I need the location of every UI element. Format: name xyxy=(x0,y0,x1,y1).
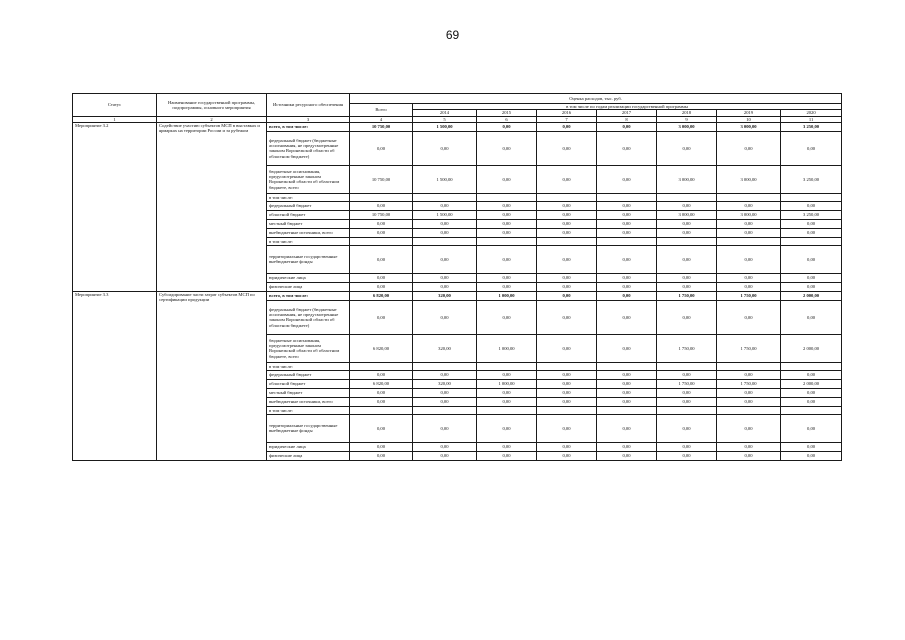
year-value: 1 750,00 xyxy=(717,379,781,388)
year-value: 0,00 xyxy=(597,165,657,193)
year-value: 0,00 xyxy=(657,388,717,397)
year-value: 0,00 xyxy=(477,442,537,451)
year-value xyxy=(537,193,597,201)
year-value: 0,00 xyxy=(657,414,717,442)
column-number: 1 xyxy=(73,116,157,122)
year-value: 0,00 xyxy=(781,245,842,273)
year-value: 0,00 xyxy=(537,388,597,397)
total-value: 0,00 xyxy=(350,300,413,334)
year-value: 1 000,00 xyxy=(477,291,537,300)
year-value: 0,00 xyxy=(477,122,537,131)
year-value: 1 500,00 xyxy=(413,122,477,131)
year-value: 0,00 xyxy=(537,334,597,362)
year-value: 0,00 xyxy=(597,245,657,273)
total-value: 0,00 xyxy=(350,414,413,442)
year-value: 3 000,00 xyxy=(717,210,781,219)
year-value xyxy=(537,406,597,414)
year-value: 0,00 xyxy=(597,122,657,131)
year-value: 3 000,00 xyxy=(657,165,717,193)
year-value: 1 000,00 xyxy=(477,379,537,388)
year-value: 0,00 xyxy=(597,201,657,210)
year-value xyxy=(717,362,781,370)
year-value: 0,00 xyxy=(657,228,717,237)
year-value: 0,00 xyxy=(537,210,597,219)
year-value: 0,00 xyxy=(477,388,537,397)
year-value: 0,00 xyxy=(657,131,717,165)
year-value: 0,00 xyxy=(537,273,597,282)
year-value: 0,00 xyxy=(717,397,781,406)
funding-source: бюджетные ассигнования, предусмотренные законом Воронежской области об областном бюджете, всего xyxy=(267,165,350,193)
header-year: 2019 xyxy=(717,110,781,116)
year-value: 320,00 xyxy=(413,291,477,300)
year-value: 0,00 xyxy=(597,379,657,388)
funding-source: местный бюджет xyxy=(267,388,350,397)
year-value: 0,00 xyxy=(477,165,537,193)
year-value: 0,00 xyxy=(781,442,842,451)
funding-source: юридические лица xyxy=(267,442,350,451)
year-value: 0,00 xyxy=(413,282,477,291)
total-value: 0,00 xyxy=(350,397,413,406)
funding-source: федеральный бюджет (бюджетные ассигнования, не предусмотренные законом Воронежской области об областном бюджете) xyxy=(267,131,350,165)
year-value: 0,00 xyxy=(717,300,781,334)
year-value xyxy=(537,237,597,245)
year-value: 0,00 xyxy=(657,219,717,228)
year-value: 0,00 xyxy=(477,273,537,282)
table-body xyxy=(73,122,842,460)
year-value xyxy=(657,362,717,370)
measure-status: Мероприятие 3.3 xyxy=(73,291,157,460)
year-value xyxy=(477,362,537,370)
year-value: 0,00 xyxy=(781,131,842,165)
year-value: 1 750,00 xyxy=(657,291,717,300)
year-value xyxy=(597,237,657,245)
year-value: 0,00 xyxy=(477,131,537,165)
year-value: 0,00 xyxy=(537,201,597,210)
header-funding: Оценка расходов, тыс. руб. xyxy=(350,94,842,104)
year-value: 0,00 xyxy=(477,370,537,379)
year-value: 0,00 xyxy=(597,397,657,406)
year-value: 0,00 xyxy=(717,370,781,379)
year-value: 0,00 xyxy=(717,282,781,291)
header-total: Всего xyxy=(350,104,413,117)
year-value: 0,00 xyxy=(413,245,477,273)
year-value: 0,00 xyxy=(537,414,597,442)
year-value: 0,00 xyxy=(477,414,537,442)
year-value: 0,00 xyxy=(597,414,657,442)
year-value: 0,00 xyxy=(597,291,657,300)
measure-name: Содействие участию субъектов МСП в выставках и ярмарках на территории России и за рубежом xyxy=(157,122,267,291)
year-value xyxy=(413,237,477,245)
measure-status: Мероприятие 3.2 xyxy=(73,122,157,291)
year-value xyxy=(477,406,537,414)
total-value: 0,00 xyxy=(350,131,413,165)
year-value: 0,00 xyxy=(597,282,657,291)
total-value: 6 820,00 xyxy=(350,379,413,388)
year-value: 0,00 xyxy=(413,414,477,442)
year-value: 0,00 xyxy=(597,370,657,379)
funding-source: в том числе: xyxy=(267,237,350,245)
year-value: 0,00 xyxy=(597,300,657,334)
header-source: Источники ресурсного обеспечения xyxy=(267,94,350,117)
year-value: 0,00 xyxy=(537,397,597,406)
funding-source: территориальные государственные внебюджетные фонды xyxy=(267,245,350,273)
measure-name: Субсидирование части затрат субъектов МСП по сертификации продукции xyxy=(157,291,267,460)
funding-source: внебюджетные источники, всего xyxy=(267,397,350,406)
year-value: 3 250,00 xyxy=(781,210,842,219)
year-value xyxy=(413,406,477,414)
year-value: 0,00 xyxy=(657,245,717,273)
year-value: 0,00 xyxy=(537,442,597,451)
funding-source: в том числе: xyxy=(267,362,350,370)
year-value xyxy=(781,362,842,370)
year-value xyxy=(597,193,657,201)
year-value: 0,00 xyxy=(477,201,537,210)
year-value: 1 750,00 xyxy=(717,291,781,300)
year-value: 0,00 xyxy=(477,282,537,291)
year-value: 0,00 xyxy=(781,397,842,406)
header-year: 2014 xyxy=(413,110,477,116)
total-value: 0,00 xyxy=(350,228,413,237)
year-value: 0,00 xyxy=(537,228,597,237)
year-value: 0,00 xyxy=(537,219,597,228)
year-value xyxy=(781,193,842,201)
header-year: 2020 xyxy=(781,110,842,116)
header-by-years: в том числе по годам реализации государственной программы xyxy=(413,104,842,110)
year-value: 0,00 xyxy=(413,388,477,397)
funding-source: областной бюджет xyxy=(267,379,350,388)
column-number: 8 xyxy=(597,116,657,122)
column-number: 4 xyxy=(350,116,413,122)
total-value xyxy=(350,406,413,414)
year-value: 0,00 xyxy=(537,245,597,273)
total-value: 6 820,00 xyxy=(350,291,413,300)
total-value: 10 750,00 xyxy=(350,122,413,131)
year-value: 1 750,00 xyxy=(717,334,781,362)
year-value: 3 000,00 xyxy=(657,210,717,219)
year-value: 0,00 xyxy=(477,219,537,228)
year-value xyxy=(477,193,537,201)
year-value: 0,00 xyxy=(657,282,717,291)
year-value: 0,00 xyxy=(657,370,717,379)
year-value: 0,00 xyxy=(477,210,537,219)
funding-source: физические лица xyxy=(267,282,350,291)
total-value: 0,00 xyxy=(350,219,413,228)
year-value: 0,00 xyxy=(717,273,781,282)
funding-source: юридические лица xyxy=(267,273,350,282)
table-header xyxy=(73,94,842,123)
total-value: 0,00 xyxy=(350,245,413,273)
year-value: 0,00 xyxy=(717,414,781,442)
year-value: 0,00 xyxy=(597,334,657,362)
year-value: 0,00 xyxy=(477,245,537,273)
column-number: 10 xyxy=(717,116,781,122)
year-value: 1 750,00 xyxy=(657,334,717,362)
total-value xyxy=(350,193,413,201)
year-value: 0,00 xyxy=(413,397,477,406)
year-value: 0,00 xyxy=(413,219,477,228)
year-value: 0,00 xyxy=(781,219,842,228)
year-value: 2 000,00 xyxy=(781,291,842,300)
total-value: 0,00 xyxy=(350,388,413,397)
total-value xyxy=(350,362,413,370)
year-value: 0,00 xyxy=(597,388,657,397)
total-value: 0,00 xyxy=(350,370,413,379)
total-value: 0,00 xyxy=(350,451,413,460)
budget-table xyxy=(72,93,842,461)
year-value: 0,00 xyxy=(537,282,597,291)
year-value: 0,00 xyxy=(597,451,657,460)
total-value: 10 750,00 xyxy=(350,210,413,219)
year-value: 0,00 xyxy=(717,219,781,228)
year-value xyxy=(413,193,477,201)
year-value: 0,00 xyxy=(477,300,537,334)
header-year: 2015 xyxy=(477,110,537,116)
year-value: 0,00 xyxy=(413,273,477,282)
year-value: 0,00 xyxy=(781,201,842,210)
year-value: 0,00 xyxy=(537,370,597,379)
funding-source: областной бюджет xyxy=(267,210,350,219)
year-value xyxy=(717,406,781,414)
year-value: 2 000,00 xyxy=(781,379,842,388)
funding-source: бюджетные ассигнования, предусмотренные законом Воронежской области об областном бюджете, всего xyxy=(267,334,350,362)
header-year: 2017 xyxy=(597,110,657,116)
year-value: 0,00 xyxy=(477,228,537,237)
year-value xyxy=(657,237,717,245)
funding-source: территориальные государственные внебюджетные фонды xyxy=(267,414,350,442)
year-value: 320,00 xyxy=(413,334,477,362)
year-value: 0,00 xyxy=(657,201,717,210)
year-value: 3 000,00 xyxy=(717,122,781,131)
total-value: 6 820,00 xyxy=(350,334,413,362)
year-value: 1 000,00 xyxy=(477,334,537,362)
column-number: 3 xyxy=(267,116,350,122)
year-value: 0,00 xyxy=(537,379,597,388)
year-value: 2 000,00 xyxy=(781,334,842,362)
year-value xyxy=(657,406,717,414)
year-value: 0,00 xyxy=(537,451,597,460)
funding-source: внебюджетные источники, всего xyxy=(267,228,350,237)
year-value: 0,00 xyxy=(597,219,657,228)
funding-source: в том числе: xyxy=(267,193,350,201)
year-value: 0,00 xyxy=(537,165,597,193)
total-value: 10 750,00 xyxy=(350,165,413,193)
funding-source: федеральный бюджет xyxy=(267,201,350,210)
year-value: 0,00 xyxy=(657,451,717,460)
year-value: 320,00 xyxy=(413,379,477,388)
year-value: 0,00 xyxy=(477,451,537,460)
year-value: 0,00 xyxy=(413,201,477,210)
year-value: 1 500,00 xyxy=(413,165,477,193)
column-number: 5 xyxy=(413,116,477,122)
year-value: 0,00 xyxy=(781,370,842,379)
year-value: 0,00 xyxy=(537,122,597,131)
year-value: 0,00 xyxy=(597,131,657,165)
funding-source: федеральный бюджет xyxy=(267,370,350,379)
year-value: 3 000,00 xyxy=(657,122,717,131)
year-value: 0,00 xyxy=(717,131,781,165)
year-value: 3 000,00 xyxy=(717,165,781,193)
table-row xyxy=(73,122,842,131)
year-value: 0,00 xyxy=(717,451,781,460)
year-value: 0,00 xyxy=(717,228,781,237)
year-value: 0,00 xyxy=(597,442,657,451)
year-value: 0,00 xyxy=(597,228,657,237)
year-value: 0,00 xyxy=(413,370,477,379)
year-value xyxy=(597,406,657,414)
funding-source: всего, в том числе: xyxy=(267,291,350,300)
total-value: 0,00 xyxy=(350,201,413,210)
year-value: 0,00 xyxy=(717,201,781,210)
year-value: 0,00 xyxy=(597,210,657,219)
year-value: 0,00 xyxy=(413,300,477,334)
header-name: Наименование государственной программы, подпрограммы, основного мероприятия xyxy=(157,94,267,117)
total-value: 0,00 xyxy=(350,442,413,451)
column-number: 6 xyxy=(477,116,537,122)
funding-source: всего, в том числе: xyxy=(267,122,350,131)
year-value xyxy=(413,362,477,370)
year-value: 0,00 xyxy=(477,397,537,406)
header-status: Статус xyxy=(73,94,157,117)
year-value: 1 500,00 xyxy=(413,210,477,219)
funding-source: в том числе: xyxy=(267,406,350,414)
year-value: 0,00 xyxy=(657,397,717,406)
year-value: 0,00 xyxy=(781,388,842,397)
table-row xyxy=(73,291,842,300)
column-number: 11 xyxy=(781,116,842,122)
year-value: 0,00 xyxy=(657,442,717,451)
year-value: 0,00 xyxy=(413,228,477,237)
column-number: 2 xyxy=(157,116,267,122)
year-value: 0,00 xyxy=(657,273,717,282)
year-value: 0,00 xyxy=(717,442,781,451)
year-value xyxy=(597,362,657,370)
year-value xyxy=(717,237,781,245)
total-value: 0,00 xyxy=(350,282,413,291)
header-year: 2018 xyxy=(657,110,717,116)
year-value: 0,00 xyxy=(717,388,781,397)
year-value xyxy=(781,237,842,245)
year-value xyxy=(717,193,781,201)
year-value: 0,00 xyxy=(413,442,477,451)
year-value: 0,00 xyxy=(537,291,597,300)
year-value: 0,00 xyxy=(537,300,597,334)
year-value xyxy=(537,362,597,370)
year-value: 0,00 xyxy=(717,245,781,273)
year-value: 0,00 xyxy=(413,451,477,460)
page-number: 69 xyxy=(445,28,460,42)
year-value: 0,00 xyxy=(597,273,657,282)
year-value: 0,00 xyxy=(781,414,842,442)
year-value xyxy=(781,406,842,414)
total-value xyxy=(350,237,413,245)
year-value: 1 750,00 xyxy=(657,379,717,388)
year-value: 0,00 xyxy=(781,273,842,282)
column-number: 9 xyxy=(657,116,717,122)
year-value: 0,00 xyxy=(781,228,842,237)
year-value: 0,00 xyxy=(537,131,597,165)
year-value: 0,00 xyxy=(413,131,477,165)
year-value: 3 250,00 xyxy=(781,122,842,131)
year-value xyxy=(657,193,717,201)
year-value: 0,00 xyxy=(657,300,717,334)
funding-source: местный бюджет xyxy=(267,219,350,228)
year-value: 3 250,00 xyxy=(781,165,842,193)
total-value: 0,00 xyxy=(350,273,413,282)
year-value: 0,00 xyxy=(781,282,842,291)
year-value xyxy=(477,237,537,245)
year-value: 0,00 xyxy=(781,300,842,334)
year-value: 0,00 xyxy=(781,451,842,460)
column-number: 7 xyxy=(537,116,597,122)
funding-source: физические лица xyxy=(267,451,350,460)
header-year: 2016 xyxy=(537,110,597,116)
funding-source: федеральный бюджет (бюджетные ассигнования, не предусмотренные законом Воронежской области об областном бюджете) xyxy=(267,300,350,334)
